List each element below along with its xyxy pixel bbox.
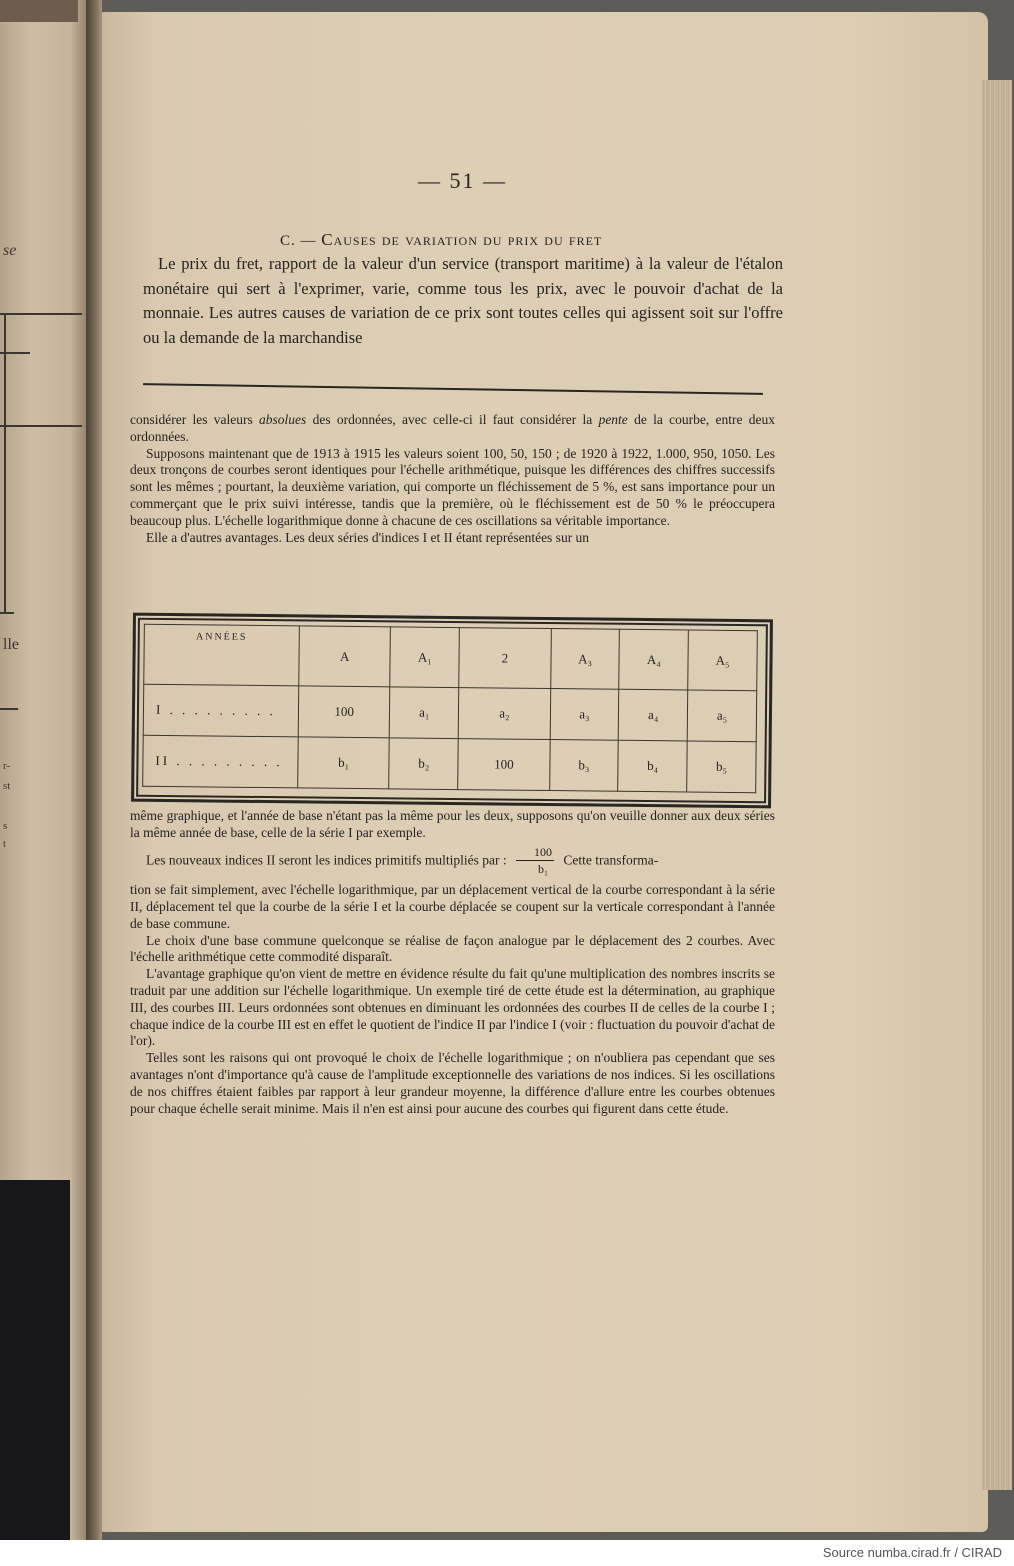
footnote-text: de la courbe, entre deux ordonnées. (130, 412, 776, 444)
intro-paragraph (143, 252, 783, 350)
intro-text: Le prix du fret, rapport de la valeur d'un service (transport maritime) à la valeur de l'étalon monétaire qui sert à l'exprimer, varie, comme tous les prix, avec le pouvoir d'achat de la monnaie. Les autres causes de variation de ce prix sont toutes celles qui agissent soit sur l'offre ou la demande de la marchandise (143, 254, 783, 347)
fraction-numerator: 100 (516, 844, 554, 862)
table-cell: a₁ (390, 687, 459, 739)
table-cell: 100 (458, 739, 550, 791)
table-cell: 100 (298, 686, 390, 738)
left-page-fragment: st (3, 780, 11, 792)
table-header-row (144, 624, 758, 690)
left-page-rule (0, 708, 18, 710)
table-cell: a₄ (619, 689, 688, 741)
footnote-paragraph: Le choix d'une base commune quelconque se réalise de façon analogue par le déplacement des 2 courbes. Avec l'échelle arithmétique cette commodité disparaît. (130, 932, 775, 965)
footnote-paragraph (130, 844, 775, 879)
left-page-fragment: s (3, 820, 8, 832)
page-number: — 51 — (418, 168, 507, 193)
left-page-rule (0, 612, 14, 614)
footnote-paragraph: Telles sont les raisons qui ont provoqué le choix de l'échelle logarithmique ; on n'oubliera pas cependant que ses avantages n'ont d'importance qu'à cause de l'amplitude exceptionnelle des variations de nos indices. Si les oscillations de nos chiffres étaient faibles par rapport à leur grandeur moyenne, la différence d'allure entre les courbes obtenues pour chaque échelle serait minime. Mais il n'en est ainsi pour aucune des courbes qui figurent dans cette étude. (130, 1050, 775, 1116)
footnote-paragraph: Elle a d'autres avantages. Les deux séries d'indices I et II étant représentées sur un (146, 529, 590, 545)
footnote-paragraph (130, 412, 775, 446)
fraction (516, 844, 554, 879)
table-cell: b₁ (298, 737, 390, 789)
table-row (143, 735, 757, 792)
table-cell: b₂ (389, 738, 458, 790)
table-header-cell: ANNÉES (144, 624, 300, 686)
table-cell: II . . . . . . . . . (143, 735, 299, 788)
footnote-paragraph: même graphique, et l'année de base n'étant pas la même pour les deux, supposons qu'on veuille donner aux deux séries la même année de base, celle de la série I par exemple. (130, 808, 775, 840)
table-cell: b₅ (687, 741, 756, 793)
footnote-paragraph: Supposons maintenant que de 1913 à 1915 les valeurs soient 100, 50, 150 ; de 1920 à 1922, 1.000, 950, 1050. Les deux tronçons de courbes seront identiques pour l'échelle arithmétique, puisque les différences des chiffres successifs sont les mêmes ; pourtant, la deuxième variation, qui comporte un fléchissement de 5 %, est sans importance pour un commerçant que le prix suivi intéresse, tandis que la première, où le fléchissement est de 50 % le préoccupera beaucoup plus. L'échelle logarithmique donne à chacune de ces oscillations sa véritable importance. (130, 445, 775, 528)
left-page-fragment: lle (3, 636, 19, 653)
indices-table (142, 624, 758, 793)
table-cell: a₂ (458, 688, 550, 740)
section-title-prefix: C. — (280, 233, 317, 249)
table-row (143, 684, 757, 741)
section-title (280, 230, 602, 250)
table-header-cell: A₄ (619, 629, 688, 690)
footnote-emphasis: pente (598, 412, 628, 427)
left-page-fragment: r- (3, 760, 11, 772)
table-header-cell: A₅ (688, 630, 757, 691)
binding-strap (0, 0, 78, 22)
footnote-paragraph: tion se fait simplement, avec l'échelle logarithmique, par un déplacement vertical de la courbe correspondant à la série II, déplacement tel que la courbe de la série I et la courbe déplacée se coupent sur la verticale correspondant à l'année de base commune. (130, 882, 775, 931)
footnote-block-top (130, 412, 775, 546)
table-cell: b₃ (549, 740, 618, 792)
left-page-fragment: t (3, 838, 7, 850)
table-header-cell: 2 (459, 628, 551, 689)
footnote-text: Cette transforma- (563, 851, 659, 867)
table-header-cell: A₃ (550, 629, 619, 690)
left-page-fragment: se (3, 242, 17, 259)
indices-table-frame (131, 613, 773, 809)
left-page-rule (4, 313, 6, 613)
footnote-emphasis: absolues (259, 412, 307, 427)
table-cell: b₄ (618, 740, 687, 792)
table-cell: a₃ (550, 689, 619, 741)
left-page-rule (0, 425, 82, 427)
scan-border (0, 1180, 70, 1540)
table-header-cell: A₁ (390, 627, 459, 688)
section-title-text: Causes de variation du prix du fret (321, 230, 603, 249)
left-page-rule (0, 313, 82, 315)
footnote-text: des ordonnées, avec celle-ci il faut considérer la (306, 412, 599, 427)
footnote-text: considérer les valeurs (130, 412, 260, 427)
table-cell: I . . . . . . . . . (143, 684, 299, 737)
source-bar (0, 1540, 1014, 1566)
source-credit: Source numba.cirad.fr / CIRAD (822, 1545, 1002, 1560)
footnote-text: Les nouveaux indices II seront les indices primitifs multipliés par : (146, 851, 507, 867)
fraction-denominator: b₁ (537, 862, 549, 877)
book-gutter (86, 0, 102, 1540)
table-header-cell: A (299, 626, 391, 687)
footnote-paragraph: L'avantage graphique qu'on vient de mettre en évidence résulte du fait qu'une multiplication des nombres inscrits se traduit par une addition sur l'échelle logarithmique. Un exemple tiré de cette étude est la détermination, au graphique III, des courbes III. Leurs ordonnées sont obtenues en diminuant les ordonnées des courbes II de celles de la courbe I ; chaque indice de la courbe III est en effet le quotient de l'indice II par l'indice I (voir : fluctuation du pouvoir d'achat de l'or). (130, 966, 775, 1049)
table-cell: a₅ (687, 690, 756, 742)
page-edges (982, 80, 1012, 1490)
footnote-block-bottom (130, 808, 775, 1117)
